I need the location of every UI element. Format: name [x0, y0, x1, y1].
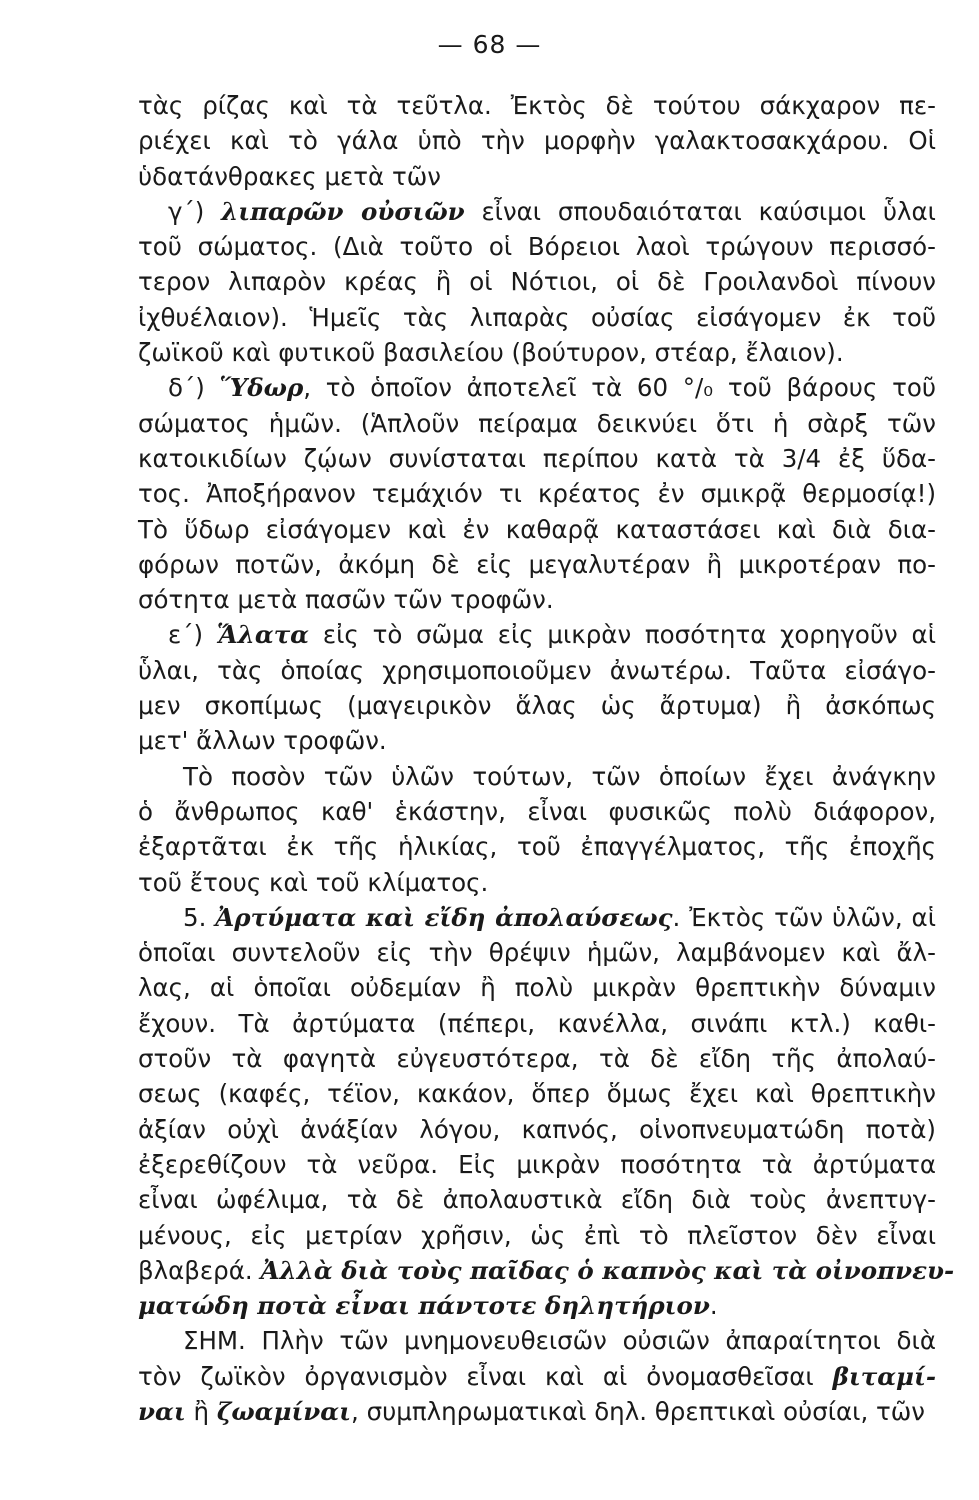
body-text: [138, 88, 955, 1429]
emphasized-text: Ἀλλὰ διὰ τοὺς παῖδας ὁ καπνὸς καὶ τὰ οἰνοπνευ-: [260, 1255, 955, 1285]
emphasized-text: βιταμί-: [832, 1361, 936, 1391]
text-span: ἐξαρτᾶται ἐκ τῆς ἡλικίας, τοῦ ἐπαγγέλματος, τῆς ἐποχῆς: [138, 832, 936, 862]
text-line: [138, 300, 936, 335]
text-span: τοῦ ἔτους καὶ τοῦ κλίματος.: [138, 867, 489, 897]
text-line: [138, 441, 936, 476]
text-line: [138, 406, 936, 441]
text-line: [138, 1147, 936, 1182]
text-span: σεως (καφές, τέϊον, κακάον, ὅπερ ὅμως ἔχει καὶ θρεπτικὴν: [138, 1079, 936, 1109]
text-line: [138, 88, 936, 123]
text-line: [138, 547, 936, 582]
text-line: [138, 1112, 936, 1147]
text-span: βλαβερά.: [138, 1255, 261, 1285]
text-line: [138, 1394, 936, 1429]
text-line: [138, 370, 936, 405]
text-line: [138, 1076, 936, 1111]
text-span: , συμπληρωματικαὶ δηλ. θρεπτικαὶ οὐσίαι, τῶν: [351, 1396, 925, 1426]
page-number: — 68 —: [437, 30, 542, 59]
text-span: τος. Ἀποξήρανον τεμάχιόν τι κρέατος ἐν σμικρᾷ θερμοσίᾳ!): [138, 479, 936, 509]
text-line: [138, 829, 936, 864]
text-line: [138, 688, 936, 723]
text-span: , τὸ ὁποῖον ἀποτελεῖ τὰ 60 °/₀ τοῦ βάρους τοῦ: [303, 373, 937, 403]
text-line: [138, 159, 936, 194]
text-span: σότητα μετὰ πασῶν τῶν τροφῶν.: [138, 585, 554, 615]
text-span: εἶναι σπουδαιόταται καύσιμοι ὗλαι: [464, 196, 936, 226]
text-span: εἶναι ὠφέλιμα, τὰ δὲ ἀπολαυστικὰ εἴδη διὰ τοὺς ἀνεπτυγ-: [138, 1185, 936, 1215]
text-line: [138, 900, 936, 935]
text-span: σώματος ἡμῶν. (Ἁπλοῦν πείραμα δεικνύει ὅτι ἡ σὰρξ τῶν: [138, 408, 936, 438]
text-span: γ΄): [168, 196, 222, 226]
text-span: τὰς ρίζας καὶ τὰ τεῦτλα. Ἐκτὸς δὲ τούτου σάκχαρον πε-: [138, 91, 936, 120]
text-line: [138, 1218, 936, 1253]
text-span: ε΄): [168, 620, 217, 650]
text-span: μεν σκοπίμως (μαγειρικὸν ἅλας ὡς ἄρτυμα) ἢ ἀσκόπως: [138, 691, 936, 721]
emphasized-text: ζωαμίναι: [216, 1396, 352, 1426]
text-line: [138, 759, 936, 794]
text-line: [138, 794, 936, 829]
text-line: [138, 123, 936, 158]
text-line: [138, 617, 936, 652]
text-line: [138, 723, 936, 758]
text-span: Τὸ ὕδωρ εἰσάγομεν καὶ ἐν καθαρᾷ καταστάσει καὶ διὰ δια-: [138, 514, 936, 544]
text-span: τὸν ζωϊκὸν ὀργανισμὸν εἶναι καὶ αἱ ὀνομασθεῖσαι: [138, 1361, 833, 1391]
text-line: [138, 335, 936, 370]
text-span: ὗλαι, τὰς ὁποίας χρησιμοποιοῦμεν ἀνωτέρω. Ταῦτα εἰσάγο-: [138, 655, 936, 685]
text-line: [138, 970, 936, 1005]
text-span: μετ' ἄλλων τροφῶν.: [138, 726, 387, 756]
text-span: 5.: [183, 902, 216, 932]
text-span: ζωϊκοῦ καὶ φυτικοῦ βασιλείου (βούτυρον, στέαρ, ἔλαιον).: [138, 338, 844, 368]
text-span: φόρων ποτῶν, ἀκόμη δὲ εἰς μεγαλυτέραν ἢ μικροτέραν πο-: [138, 549, 936, 579]
text-span: ἰχθυέλαιον). Ἡμεῖς τὰς λιπαρὰς οὐσίας εἰσάγομεν ἐκ τοῦ: [138, 302, 936, 332]
text-span: ΣΗΜ. Πλὴν τῶν μνημονευθεισῶν οὐσιῶν ἀπαραίτητοι διὰ: [183, 1326, 936, 1356]
emphasized-text: Ἅλατα: [216, 620, 310, 650]
text-span: ὁποῖαι συντελοῦν εἰς τὴν θρέψιν ἡμῶν, λαμβάνομεν καὶ ἄλ-: [138, 938, 936, 968]
text-span: εἰς τὸ σῶμα εἰς μικρὰν ποσότητα χορηγοῦν αἱ: [309, 620, 936, 650]
text-line: [138, 194, 936, 229]
text-line: [138, 229, 936, 264]
text-line: [138, 1253, 955, 1288]
emphasized-text: ματώδη ποτὰ εἶναι πάντοτε δηλητήριον: [138, 1291, 710, 1321]
text-span: .: [709, 1291, 718, 1321]
emphasized-text: Ἀρτύματα καὶ εἴδη ἀπολαύσεως: [215, 902, 673, 932]
text-line: [138, 1323, 936, 1358]
text-span: ἀξίαν οὐχὶ ἀνάξίαν λόγου, καπνός, οἰνοπνευματώδη ποτὰ): [138, 1114, 936, 1144]
text-line: [138, 1359, 936, 1394]
text-span: ἢ: [185, 1396, 217, 1426]
text-line: [138, 653, 936, 688]
emphasized-text: ναι: [138, 1396, 186, 1426]
text-span: ἔχουν. Τὰ ἀρτύματα (πέπερι, κανέλλα, σινάπι κτλ.) καθι-: [138, 1008, 936, 1038]
text-span: ἐξερεθίζουν τὰ νεῦρα. Εἰς μικρὰν ποσότητα τὰ ἀρτύματα: [138, 1149, 936, 1179]
text-span: μένους, εἰς μετρίαν χρῆσιν, ὡς ἐπὶ τὸ πλεῖστον δὲν εἶναι: [138, 1220, 936, 1250]
text-span: τερον λιπαρὸν κρέας ἢ οἱ Νότιοι, οἱ δὲ Γροιλανδοὶ πίνουν: [138, 267, 936, 297]
text-span: κατοικιδίων ζῴων συνίσταται περίπου κατὰ τὰ 3/4 ἐξ ὕδα-: [138, 443, 936, 473]
emphasized-text: λιπαρῶν οὐσιῶν: [221, 196, 465, 226]
text-line: [138, 935, 936, 970]
text-line: [138, 1288, 936, 1323]
text-span: ὁ ἄνθρωπος καθ' ἑκάστην, εἶναι φυσικῶς πολὺ διάφορον,: [138, 796, 936, 826]
text-span: δ΄): [168, 373, 220, 403]
text-span: τοῦ σώματος. (Διὰ τοῦτο οἱ Βόρειοι λαοὶ τρώγουν περισσό-: [138, 232, 936, 262]
text-span: λας, αἱ ὁποῖαι οὐδεμίαν ἢ πολὺ μικρὰν θρεπτικὴν δύναμιν: [138, 973, 936, 1003]
text-span: στοῦν τὰ φαγητὰ εὐγευστότερα, τὰ δὲ εἴδη τῆς ἀπολαύ-: [138, 1044, 936, 1074]
text-line: [138, 865, 936, 900]
text-span: ὑδατάνθρακες μετὰ τῶν: [138, 161, 441, 191]
text-span: . Ἐκτὸς τῶν ὑλῶν, αἱ: [672, 902, 936, 932]
emphasized-text: Ὕδωρ: [219, 373, 304, 403]
text-line: [138, 512, 936, 547]
text-line: [138, 1006, 936, 1041]
text-span: Τὸ ποσὸν τῶν ὑλῶν τούτων, τῶν ὁποίων ἔχει ἀνάγκην: [183, 761, 936, 791]
text-line: [138, 1182, 936, 1217]
text-line: [138, 264, 936, 299]
text-line: [138, 476, 936, 511]
text-line: [138, 1041, 936, 1076]
text-line: [138, 582, 936, 617]
text-span: ριέχει καὶ τὸ γάλα ὑπὸ τὴν μορφὴν γαλακτοσακχάρου. Οἱ: [138, 126, 936, 156]
